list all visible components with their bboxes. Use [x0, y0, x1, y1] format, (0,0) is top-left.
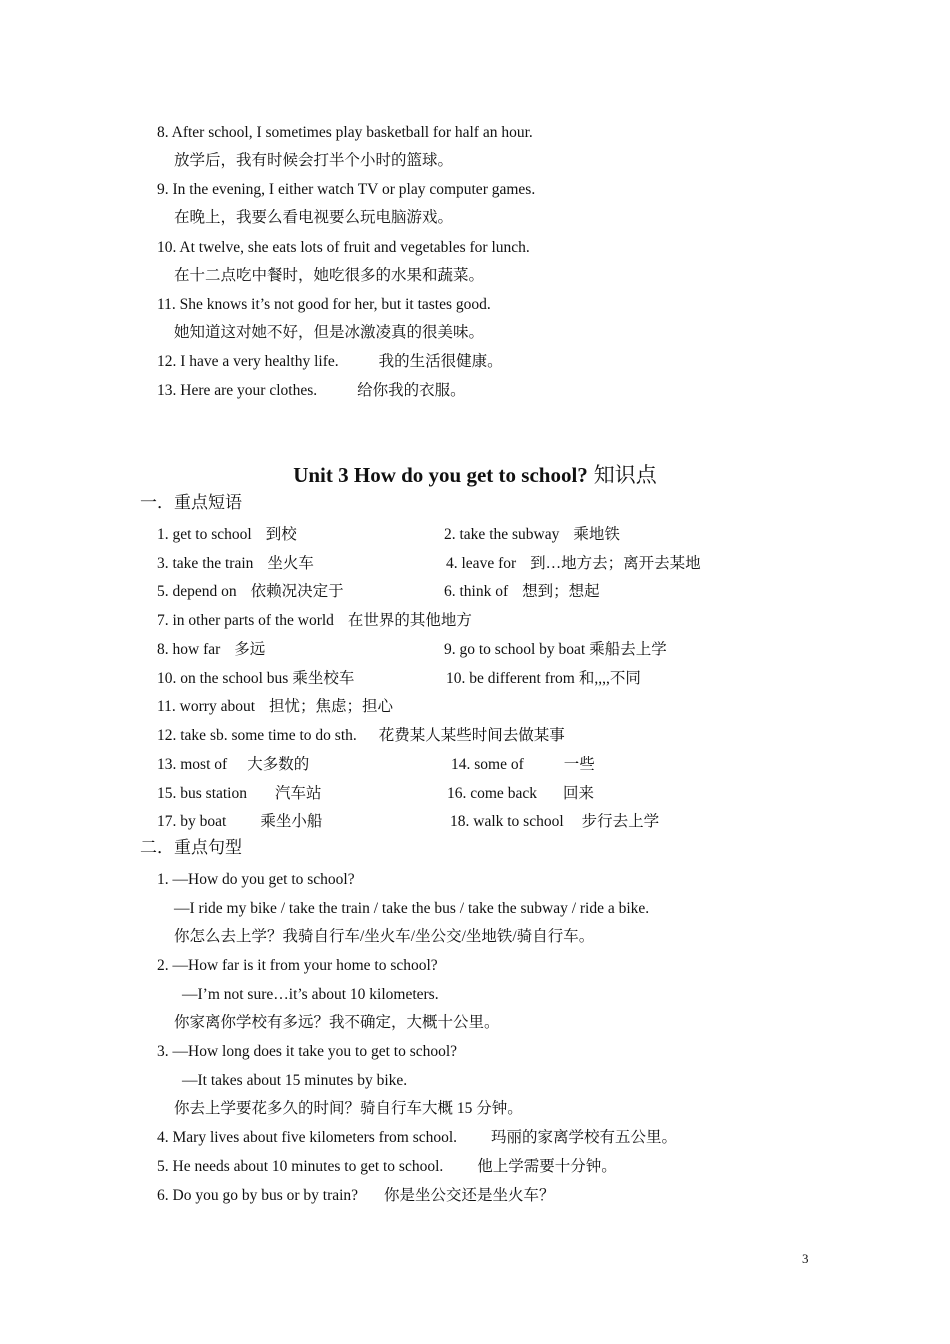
pattern-line: 3. —How long does it take you to get to school?: [157, 1043, 458, 1060]
pattern-line: 6. Do you go by bus or by train? 你是坐公交还是坐火车？: [157, 1187, 555, 1204]
pattern-line: 你怎么去上学？我骑自行车/坐火车/坐公交/坐地铁/骑自行车。: [174, 928, 595, 945]
phrase-item: 18. walk to school 步行去上学: [450, 813, 660, 830]
section-heading-sentences: 二．重点句型: [140, 838, 242, 857]
phrase-item: 9. go to school by boat 乘船去上学: [444, 641, 667, 658]
phrase-item: 5. depend on 依赖况决定于: [157, 583, 344, 600]
sentence-13-zh: 给你我的衣服。: [357, 382, 466, 399]
sentence-9-en: 9. In the evening, I either watch TV or play computer games.: [157, 181, 536, 198]
phrase-item: 11. worry about 担忧；焦虑；担心: [157, 698, 394, 715]
pattern-line: 你去上学要花多久的时间？骑自行车大概 15 分钟。: [174, 1100, 523, 1117]
unit-title-en: Unit 3 How do you get to school?: [293, 463, 588, 487]
phrase-item: 10. be different from 和,,,,不同: [446, 670, 641, 687]
pattern-line: —I ride my bike / take the train / take the bus / take the subway / ride a bike.: [174, 900, 650, 917]
pattern-line: 5. He needs about 10 minutes to get to school. 他上学需要十分钟。: [157, 1158, 617, 1175]
phrase-item: 2. take the subway 乘地铁: [444, 526, 620, 543]
pattern-line: —It takes about 15 minutes by bike.: [182, 1072, 408, 1089]
phrase-item: 12. take sb. some time to do sth. 花费某人某些时间去做某事: [157, 727, 565, 744]
pattern-line: 2. —How far is it from your home to school?: [157, 957, 438, 974]
sentence-9-zh: 在晚上，我要么看电视要么玩电脑游戏。: [174, 209, 454, 226]
sentence-12: [157, 352, 503, 372]
page-number: 3: [802, 1251, 809, 1266]
sentence-13-en: 13. Here are your clothes.: [157, 382, 318, 399]
section-heading-phrases: 一．重点短语: [140, 493, 242, 512]
phrase-item: 6. think of 想到；想起: [444, 583, 600, 600]
phrase-item: 10. on the school bus 乘坐校车: [157, 670, 355, 687]
sentence-10-en: 10. At twelve, she eats lots of fruit and vegetables for lunch.: [157, 239, 530, 256]
phrase-item: 16. come back 回来: [447, 785, 594, 802]
unit-title-zh: 知识点: [593, 463, 657, 487]
phrase-item: 1. get to school 到校: [157, 526, 297, 543]
phrase-item: 3. take the train 坐火车: [157, 555, 314, 572]
unit-title: [0, 459, 950, 489]
phrase-item: 4. leave for 到…地方去；离开去某地: [446, 555, 701, 572]
sentence-12-zh: 我的生活很健康。: [378, 353, 503, 370]
sentence-13: [157, 381, 466, 401]
sentence-12-en: 12. I have a very healthy life.: [157, 353, 339, 370]
pattern-line: —I’m not sure…it’s about 10 kilometers.: [182, 986, 439, 1003]
sentence-8-zh: 放学后，我有时候会打半个小时的篮球。: [174, 152, 454, 169]
phrase-item: 7. in other parts of the world 在世界的其他地方: [157, 612, 472, 629]
pattern-line: 4. Mary lives about five kilometers from school. 玛丽的家离学校有五公里。: [157, 1129, 678, 1146]
phrase-item: 13. most of 大多数的: [157, 756, 310, 773]
pattern-line: 1. —How do you get to school?: [157, 871, 355, 888]
sentence-10-zh: 在十二点吃中餐时，她吃很多的水果和蔬菜。: [174, 267, 485, 284]
pattern-line: 你家离你学校有多远？我不确定，大概十公里。: [174, 1014, 500, 1031]
phrase-item: 15. bus station 汽车站: [157, 785, 322, 802]
sentence-11-en: 11. She knows it’s not good for her, but it tastes good.: [157, 296, 491, 313]
phrase-item: 17. by boat 乘坐小船: [157, 813, 323, 830]
sentence-8-en: 8. After school, I sometimes play basketball for half an hour.: [157, 124, 533, 141]
phrase-item: 8. how far 多远: [157, 641, 266, 658]
phrase-item: 14. some of 一些: [451, 756, 595, 773]
sentence-11-zh: 她知道这对她不好，但是冰激凌真的很美味。: [174, 324, 485, 341]
